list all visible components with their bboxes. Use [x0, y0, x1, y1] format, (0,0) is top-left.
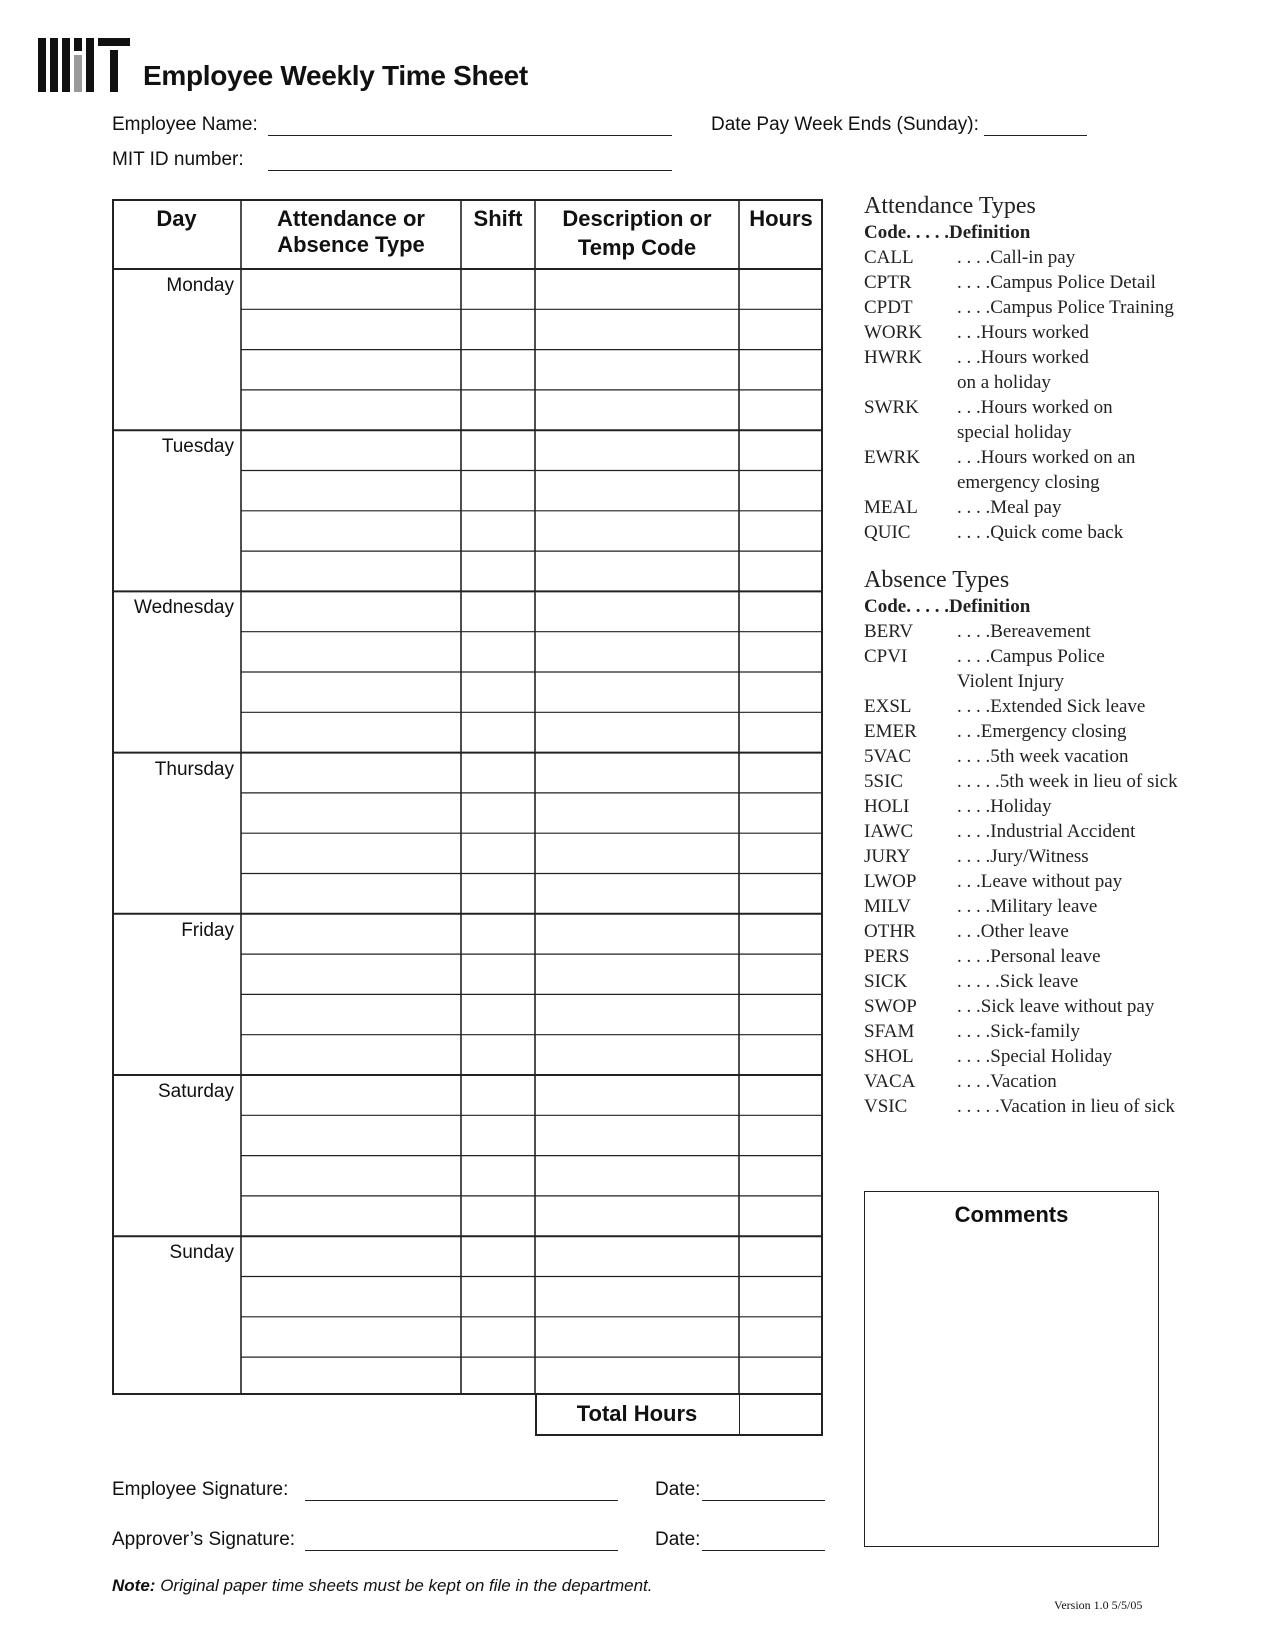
type-cell[interactable] [243, 311, 459, 347]
attendance-def-label: Definition [948, 222, 1031, 243]
type-cell[interactable] [243, 755, 459, 791]
description-cell[interactable] [537, 392, 737, 428]
day-label-tuesday: Tuesday [161, 436, 234, 458]
description-cell[interactable] [537, 1158, 737, 1194]
type-cell[interactable] [243, 392, 459, 428]
absence-title: Absence Types [864, 567, 1010, 593]
definition-continuation: special holiday [957, 422, 1072, 443]
attendance-definition: . . .Hours worked on an emergency closing [957, 447, 1136, 493]
attendance-code: SWRK [864, 397, 919, 418]
absence-item [864, 1069, 1057, 1094]
absence-item [864, 994, 1155, 1019]
absence-header-dots: . . . . . [906, 596, 949, 617]
absence-item [864, 769, 1178, 794]
description-cell[interactable] [537, 1359, 737, 1395]
absence-code: VACA [864, 1071, 916, 1092]
hours-cell[interactable] [741, 714, 821, 750]
absence-definition: . . . .Holiday [957, 796, 1052, 817]
mit-id-field[interactable] [268, 170, 672, 171]
attendance-code: CALL [864, 247, 914, 268]
hours-cell[interactable] [741, 1198, 821, 1234]
shift-cell[interactable] [463, 674, 533, 710]
attendance-item [864, 395, 1113, 445]
absence-definition: . . . .Extended Sick leave [957, 696, 1146, 717]
absence-code: IAWC [864, 821, 914, 842]
attendance-code: CPDT [864, 297, 913, 318]
absence-item [864, 744, 1129, 769]
shift-cell[interactable] [463, 1117, 533, 1153]
absence-item [864, 1094, 1175, 1119]
shift-cell[interactable] [463, 714, 533, 750]
timesheet-table [112, 199, 823, 1426]
header-description-line2: Temp Code [577, 235, 697, 260]
description-cell[interactable] [537, 352, 737, 388]
absence-code: EXSL [864, 696, 912, 717]
type-cell[interactable] [243, 876, 459, 912]
note-label: Note: [112, 1576, 156, 1595]
hours-cell[interactable] [741, 1279, 821, 1315]
hours-cell[interactable] [741, 513, 821, 549]
shift-cell[interactable] [463, 1158, 533, 1194]
absence-definition: . . .Other leave [957, 921, 1069, 942]
mit-id-label: MIT ID number: [112, 149, 244, 170]
absence-legend [864, 567, 1178, 1119]
shift-cell[interactable] [463, 996, 533, 1032]
absence-code-header [864, 594, 1030, 619]
type-cell[interactable] [243, 1238, 459, 1274]
description-cell[interactable] [537, 674, 737, 710]
shift-cell[interactable] [463, 1198, 533, 1234]
absence-code: SFAM [864, 1021, 915, 1042]
hours-cell[interactable] [741, 956, 821, 992]
day-label-sunday: Sunday [169, 1242, 234, 1264]
shift-cell[interactable] [463, 835, 533, 871]
type-cell[interactable] [243, 1117, 459, 1153]
hours-cell[interactable] [741, 392, 821, 428]
attendance-code-label: Code [864, 222, 907, 243]
type-cell[interactable] [243, 916, 459, 952]
description-cell[interactable] [537, 634, 737, 670]
attendance-definition: . . .Hours worked on a holiday [957, 347, 1089, 393]
absence-definition: . . . .Special Holiday [957, 1046, 1113, 1067]
header-type [241, 206, 461, 258]
shift-cell[interactable] [463, 1279, 533, 1315]
attendance-title: Attendance Types [864, 193, 1036, 219]
hours-cell[interactable] [741, 1319, 821, 1355]
day-label-monday: Monday [166, 275, 234, 296]
type-cell[interactable] [243, 1359, 459, 1395]
description-cell[interactable] [537, 1198, 737, 1234]
description-cell[interactable] [537, 311, 737, 347]
description-cell[interactable] [537, 916, 737, 952]
description-cell[interactable] [537, 1319, 737, 1355]
attendance-item [864, 295, 1174, 320]
attendance-code: HWRK [864, 347, 923, 368]
approver-signature-label: Approver’s Signature: [112, 1529, 296, 1550]
hours-cell[interactable] [741, 271, 821, 307]
absence-item [864, 844, 1089, 869]
hours-cell[interactable] [741, 432, 821, 468]
header-day: Day [156, 206, 197, 231]
absence-code: MILV [864, 896, 911, 917]
total-hours-label: Total Hours [576, 1401, 698, 1426]
absence-item [864, 944, 1101, 969]
absence-item [864, 919, 1069, 944]
absence-definition: . . .Leave without pay [957, 871, 1123, 892]
version-label: Version 1.0 5/5/05 [1054, 1598, 1143, 1612]
definition-continuation: Violent Injury [957, 671, 1065, 692]
header-shift: Shift [473, 206, 523, 231]
description-cell[interactable] [537, 553, 737, 589]
shift-cell[interactable] [463, 1319, 533, 1355]
page-title: Employee Weekly Time Sheet [143, 60, 528, 91]
hours-cell[interactable] [741, 795, 821, 831]
comments-title: Comments [954, 1202, 1069, 1227]
absence-definition: . . . .Bereavement [957, 621, 1091, 642]
absence-def-label: Definition [948, 596, 1031, 617]
absence-code-label: Code [864, 596, 907, 617]
definition-continuation: emergency closing [957, 472, 1100, 493]
employee-name-label: Employee Name: [112, 114, 258, 135]
description-cell[interactable] [537, 956, 737, 992]
absence-code: JURY [864, 846, 911, 867]
absence-code: SHOL [864, 1046, 914, 1067]
attendance-definition: . . . .Quick come back [957, 522, 1124, 543]
description-cell[interactable] [537, 996, 737, 1032]
attendance-code-header [864, 220, 1036, 245]
shift-cell[interactable] [463, 956, 533, 992]
approver-date-label: Date: [655, 1529, 701, 1550]
mit-logo [38, 38, 138, 92]
hours-cell[interactable] [741, 553, 821, 589]
description-cell[interactable] [537, 1238, 737, 1274]
hours-cell[interactable] [741, 916, 821, 952]
absence-code: OTHR [864, 921, 916, 942]
shift-cell[interactable] [463, 1077, 533, 1113]
attendance-header-dots: . . . . . [906, 222, 949, 243]
day-label-wednesday: Wednesday [134, 597, 234, 619]
type-cell[interactable] [243, 513, 459, 549]
hours-cell[interactable] [741, 1077, 821, 1113]
absence-definition: . . . .Personal leave [957, 946, 1101, 967]
type-cell[interactable] [243, 634, 459, 670]
type-cell[interactable] [243, 271, 459, 307]
type-cell[interactable] [243, 1077, 459, 1113]
description-cell[interactable] [537, 473, 737, 509]
absence-code: VSIC [864, 1096, 908, 1117]
type-cell[interactable] [243, 553, 459, 589]
type-cell[interactable] [243, 1198, 459, 1234]
attendance-definition: . . . .Campus Police Training [957, 297, 1174, 318]
type-cell[interactable] [243, 996, 459, 1032]
shift-cell[interactable] [463, 916, 533, 952]
absence-item [864, 794, 1052, 819]
hours-cell[interactable] [741, 1117, 821, 1153]
description-cell[interactable] [537, 1117, 737, 1153]
shift-cell[interactable] [463, 352, 533, 388]
footer-note [112, 1576, 653, 1596]
attendance-item [864, 270, 1156, 295]
hours-cell[interactable] [741, 473, 821, 509]
attendance-item [864, 445, 1136, 495]
absence-definition: . . . . .Sick leave [957, 971, 1079, 992]
shift-cell[interactable] [463, 271, 533, 307]
shift-cell[interactable] [463, 392, 533, 428]
type-cell[interactable] [243, 593, 459, 629]
description-cell[interactable] [537, 755, 737, 791]
absence-code: LWOP [864, 871, 917, 892]
shift-cell[interactable] [463, 311, 533, 347]
shift-cell[interactable] [463, 473, 533, 509]
absence-item [864, 644, 1105, 694]
absence-code: BERV [864, 621, 914, 642]
attendance-definition: . . . .Call-in pay [957, 247, 1076, 268]
hours-cell[interactable] [741, 593, 821, 629]
absence-item [864, 819, 1136, 844]
hours-cell[interactable] [741, 1158, 821, 1194]
shift-cell[interactable] [463, 1037, 533, 1073]
type-cell[interactable] [243, 1319, 459, 1355]
approver-date-field[interactable] [702, 1550, 825, 1551]
hours-cell[interactable] [741, 1037, 821, 1073]
employee-date-field[interactable] [702, 1500, 825, 1501]
absence-item [864, 694, 1146, 719]
attendance-definition: . . .Hours worked [957, 322, 1089, 343]
attendance-item [864, 245, 1076, 270]
absence-definition: . . . .5th week vacation [957, 746, 1129, 767]
absence-code: HOLI [864, 796, 910, 817]
shift-cell[interactable] [463, 634, 533, 670]
absence-item [864, 894, 1098, 919]
attendance-code: MEAL [864, 497, 918, 518]
type-cell[interactable] [243, 795, 459, 831]
type-cell[interactable] [243, 1279, 459, 1315]
header-description [535, 206, 739, 261]
description-cell[interactable] [537, 795, 737, 831]
hours-cell[interactable] [741, 352, 821, 388]
type-cell[interactable] [243, 352, 459, 388]
description-cell[interactable] [537, 714, 737, 750]
header-type-line1: Attendance or [277, 206, 425, 231]
attendance-item [864, 495, 1062, 520]
attendance-item [864, 320, 1089, 345]
description-cell[interactable] [537, 593, 737, 629]
description-cell[interactable] [537, 432, 737, 468]
absence-definition: . . . .Military leave [957, 896, 1098, 917]
comments-box[interactable] [864, 1191, 1159, 1547]
shift-cell[interactable] [463, 1359, 533, 1395]
shift-cell[interactable] [463, 593, 533, 629]
attendance-legend [864, 193, 1174, 545]
absence-definition: . . . .Campus Police Violent Injury [957, 646, 1105, 692]
employee-signature-label: Employee Signature: [112, 1479, 289, 1500]
shift-cell[interactable] [463, 432, 533, 468]
total-hours-divider [739, 1395, 740, 1434]
type-cell[interactable] [243, 1037, 459, 1073]
attendance-code: CPTR [864, 272, 912, 293]
definition-continuation: on a holiday [957, 372, 1051, 393]
hours-cell[interactable] [741, 634, 821, 670]
header-hours: Hours [749, 206, 813, 231]
hours-cell[interactable] [741, 996, 821, 1032]
employee-date-label: Date: [655, 1479, 701, 1500]
hours-cell[interactable] [741, 876, 821, 912]
attendance-code: EWRK [864, 447, 920, 468]
type-cell[interactable] [243, 835, 459, 871]
attendance-item [864, 520, 1124, 545]
hours-cell[interactable] [741, 755, 821, 791]
absence-definition: . . . .Jury/Witness [957, 846, 1089, 867]
shift-cell[interactable] [463, 876, 533, 912]
absence-code: 5SIC [864, 771, 904, 792]
description-cell[interactable] [537, 1279, 737, 1315]
attendance-definition: . . . .Campus Police Detail [957, 272, 1156, 293]
attendance-code: QUIC [864, 522, 911, 543]
absence-definition: . . . .Sick-family [957, 1021, 1080, 1042]
absence-code: CPVI [864, 646, 908, 667]
absence-code: EMER [864, 721, 917, 742]
header-description-line1: Description or [562, 206, 712, 231]
date-pay-week-field[interactable] [984, 135, 1087, 136]
description-cell[interactable] [537, 835, 737, 871]
absence-item [864, 1044, 1113, 1069]
employee-name-field[interactable] [268, 135, 672, 136]
absence-definition: . . . . .5th week in lieu of sick [957, 771, 1178, 792]
absence-definition: . . . .Vacation [957, 1071, 1057, 1092]
attendance-definition: . . .Hours worked on special holiday [957, 397, 1113, 443]
hours-cell[interactable] [741, 1238, 821, 1274]
day-label-saturday: Saturday [157, 1081, 234, 1102]
absence-item [864, 1019, 1080, 1044]
shift-cell[interactable] [463, 1238, 533, 1274]
attendance-code: WORK [864, 322, 923, 343]
absence-definition: . . . .Industrial Accident [957, 821, 1136, 842]
hours-cell[interactable] [741, 835, 821, 871]
hours-cell[interactable] [741, 674, 821, 710]
absence-code: 5VAC [864, 746, 912, 767]
total-hours-field[interactable] [741, 1395, 821, 1434]
absence-code: SICK [864, 971, 908, 992]
employee-signature-field[interactable] [305, 1500, 618, 1501]
shift-cell[interactable] [463, 513, 533, 549]
absence-definition: . . .Sick leave without pay [957, 996, 1155, 1017]
absence-item [864, 969, 1079, 994]
absence-definition: . . . . .Vacation in lieu of sick [957, 1096, 1175, 1117]
description-cell[interactable] [537, 513, 737, 549]
absence-definition: . . .Emergency closing [957, 721, 1127, 742]
absence-item [864, 719, 1127, 744]
header-type-line2: Absence Type [277, 232, 425, 257]
type-cell[interactable] [243, 714, 459, 750]
attendance-item [864, 345, 1089, 395]
type-cell[interactable] [243, 473, 459, 509]
day-label-thursday: Thursday [154, 758, 234, 780]
description-cell[interactable] [537, 1077, 737, 1113]
description-cell[interactable] [537, 876, 737, 912]
shift-cell[interactable] [463, 553, 533, 589]
hours-cell[interactable] [741, 1359, 821, 1395]
absence-code: SWOP [864, 996, 917, 1017]
shift-cell[interactable] [463, 795, 533, 831]
date-pay-week-label: Date Pay Week Ends (Sunday): [711, 114, 979, 135]
day-label-friday: Friday [181, 919, 234, 941]
approver-signature-field[interactable] [305, 1550, 618, 1551]
type-cell[interactable] [243, 956, 459, 992]
description-cell[interactable] [537, 1037, 737, 1073]
description-cell[interactable] [537, 271, 737, 307]
type-cell[interactable] [243, 432, 459, 468]
shift-cell[interactable] [463, 755, 533, 791]
attendance-definition: . . . .Meal pay [957, 497, 1062, 518]
hours-cell[interactable] [741, 311, 821, 347]
absence-code: PERS [864, 946, 910, 967]
absence-item [864, 619, 1091, 644]
type-cell[interactable] [243, 674, 459, 710]
type-cell[interactable] [243, 1158, 459, 1194]
absence-item [864, 869, 1123, 894]
note-text: Original paper time sheets must be kept on file in the department. [160, 1576, 653, 1595]
